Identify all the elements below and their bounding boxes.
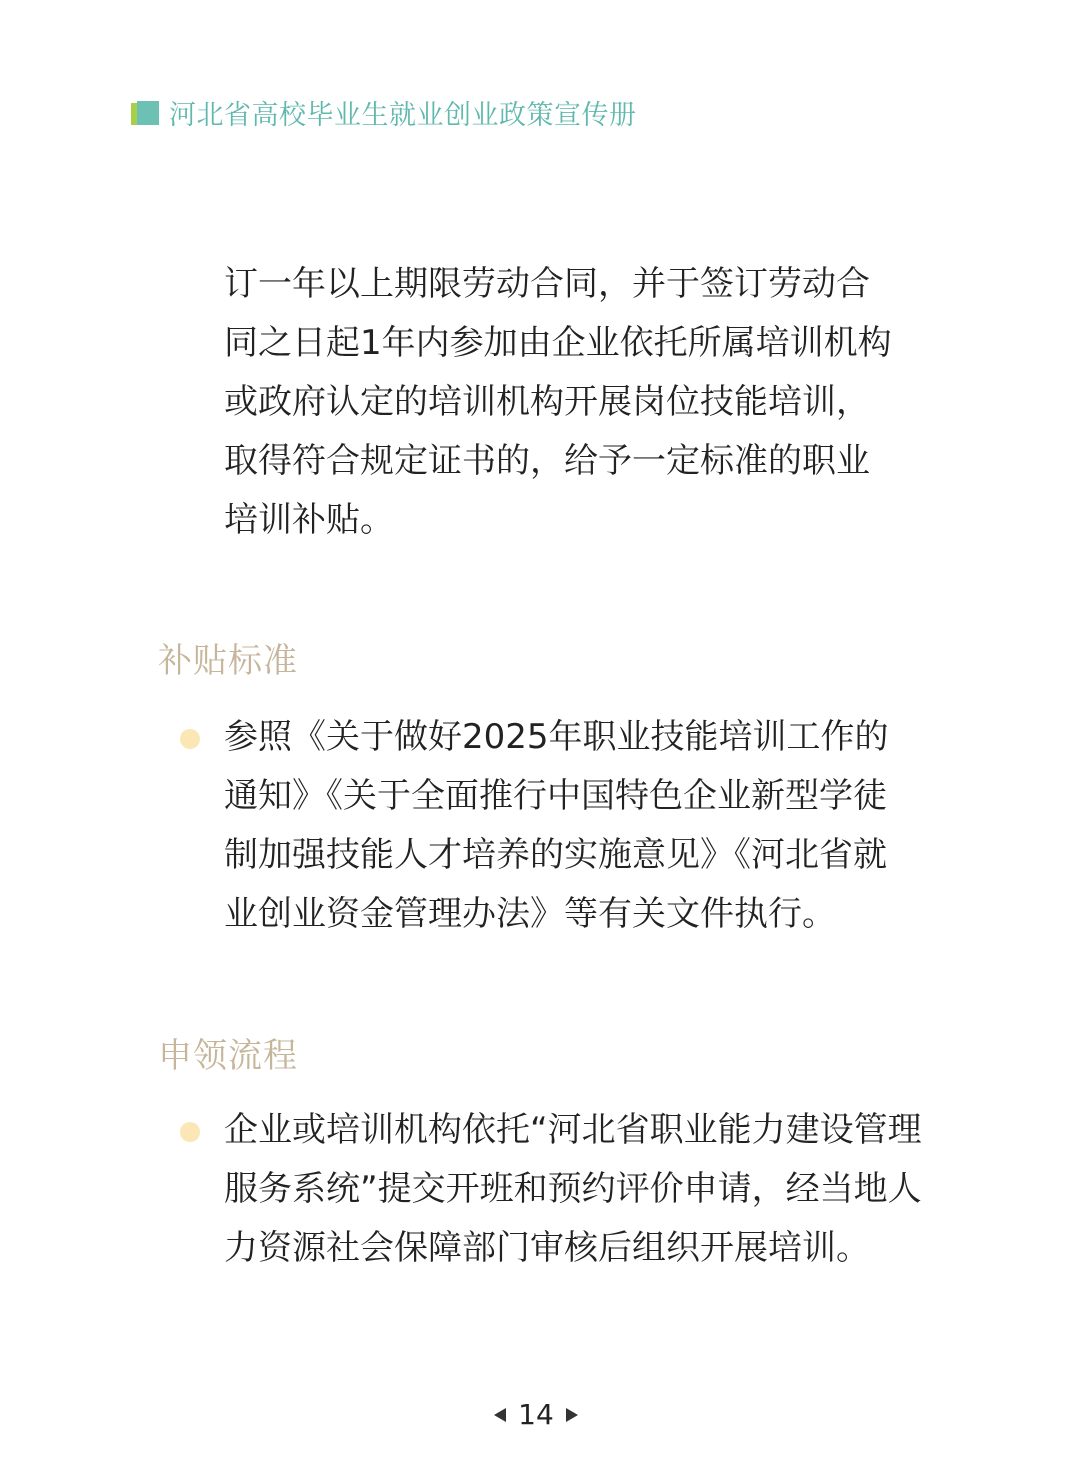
subsidy-standard-text (224, 708, 984, 944)
header-logo-mark (131, 97, 161, 127)
intro-line: 或政府认定的培训机构开展岗位技能培训， (224, 382, 870, 422)
intro-line: 订一年以上期限劳动合同，并于签订劳动合 (224, 264, 870, 304)
bullet-line: 业创业资金管理办法》等有关文件执行。 (224, 894, 836, 934)
intro-line: 培训补贴。 (224, 500, 394, 540)
bullet-line: 企业或培训机构依托“河北省职业能力建设管理 (224, 1110, 922, 1150)
bullet-icon (180, 729, 200, 749)
header-mark-teal-square (137, 101, 159, 125)
triangle-left-icon (494, 1408, 506, 1422)
bullet-line: 制加强技能人才培养的实施意见》《河北省就 (224, 835, 887, 875)
intro-paragraph (224, 255, 944, 550)
bullet-line: 通知》《关于全面推行中国特色企业新型学徒 (224, 776, 887, 816)
intro-line: 取得符合规定证书的，给予一定标准的职业 (224, 441, 870, 481)
page-header (131, 92, 637, 132)
section-title-application-process: 申领流程 (158, 1036, 298, 1076)
bullet-line: 力资源社会保障部门审核后组织开展培训。 (224, 1228, 870, 1268)
bullet-icon (180, 1122, 200, 1142)
header-title: 河北省高校毕业生就业创业政策宣传册 (169, 99, 637, 131)
intro-line: 同之日起1年内参加由企业依托所属培训机构 (224, 323, 892, 363)
page-number-footer (0, 1398, 1072, 1431)
triangle-right-icon (566, 1408, 578, 1422)
page-number: 14 (518, 1398, 554, 1431)
application-process-text (224, 1101, 984, 1278)
section-title-subsidy-standard: 补贴标准 (158, 641, 298, 681)
bullet-line: 服务系统”提交开班和预约评价申请，经当地人 (224, 1169, 922, 1209)
bullet-line: 参照《关于做好2025年职业技能培训工作的 (224, 717, 889, 757)
